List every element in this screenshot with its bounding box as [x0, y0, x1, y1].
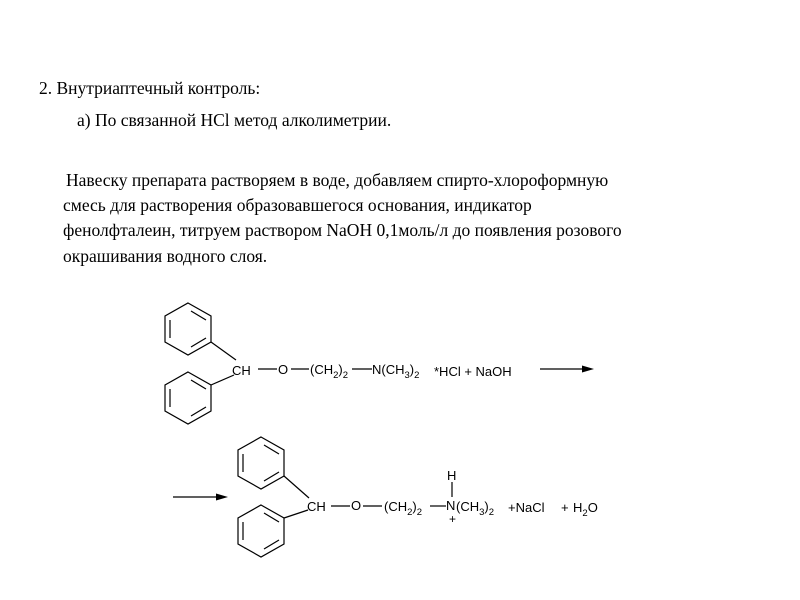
o-label: O: [351, 498, 362, 513]
arrow-head: [216, 494, 228, 501]
bond: [284, 510, 308, 518]
benzene-ring-top: [165, 303, 211, 355]
water-label: $H_2O$: [573, 500, 598, 519]
amine-label: $N(CH_3)_2$: [372, 362, 420, 381]
paragraph-line: фенолфталеин, титруем раствором NaOH 0,1моль/л до появления розового: [63, 220, 622, 240]
ch2-label: $(CH_2)_2$: [384, 499, 423, 518]
plus-sign: +: [561, 500, 569, 515]
slide-heading: 2. Внутриаптечный контроль:: [39, 78, 261, 98]
o-label: O: [278, 362, 289, 377]
benzene-ring-bottom: [238, 505, 284, 557]
arrow-head: [582, 366, 594, 373]
ch-label: CH: [232, 363, 251, 378]
paragraph-line: окрашивания водного слоя.: [63, 246, 268, 266]
h-label: H: [447, 468, 457, 483]
n-label: N: [446, 498, 456, 513]
slide-subitem: а) По связанной HCl метод алколиметрии.: [77, 110, 392, 130]
nacl-label: +NaCl: [508, 500, 545, 515]
ch-label: CH: [307, 499, 326, 514]
reagents-label: *HCl + NaOH: [434, 364, 512, 379]
benzene-ring-bottom: [165, 372, 211, 424]
paragraph-line: смесь для растворения образовавшегося основания, индикатор: [63, 195, 532, 215]
paragraph-line: Навеску препарата растворяем в воде, добавляем спирто-хлороформную: [66, 170, 609, 190]
bond: [211, 375, 234, 385]
bond: [211, 342, 236, 360]
bond: [284, 476, 309, 498]
ch3-label: $(CH_3)_2$: [456, 499, 495, 518]
positive-charge: +: [449, 512, 457, 526]
benzene-ring-top: [238, 437, 284, 489]
ch2-label: $(CH_2)_2$: [310, 362, 349, 381]
